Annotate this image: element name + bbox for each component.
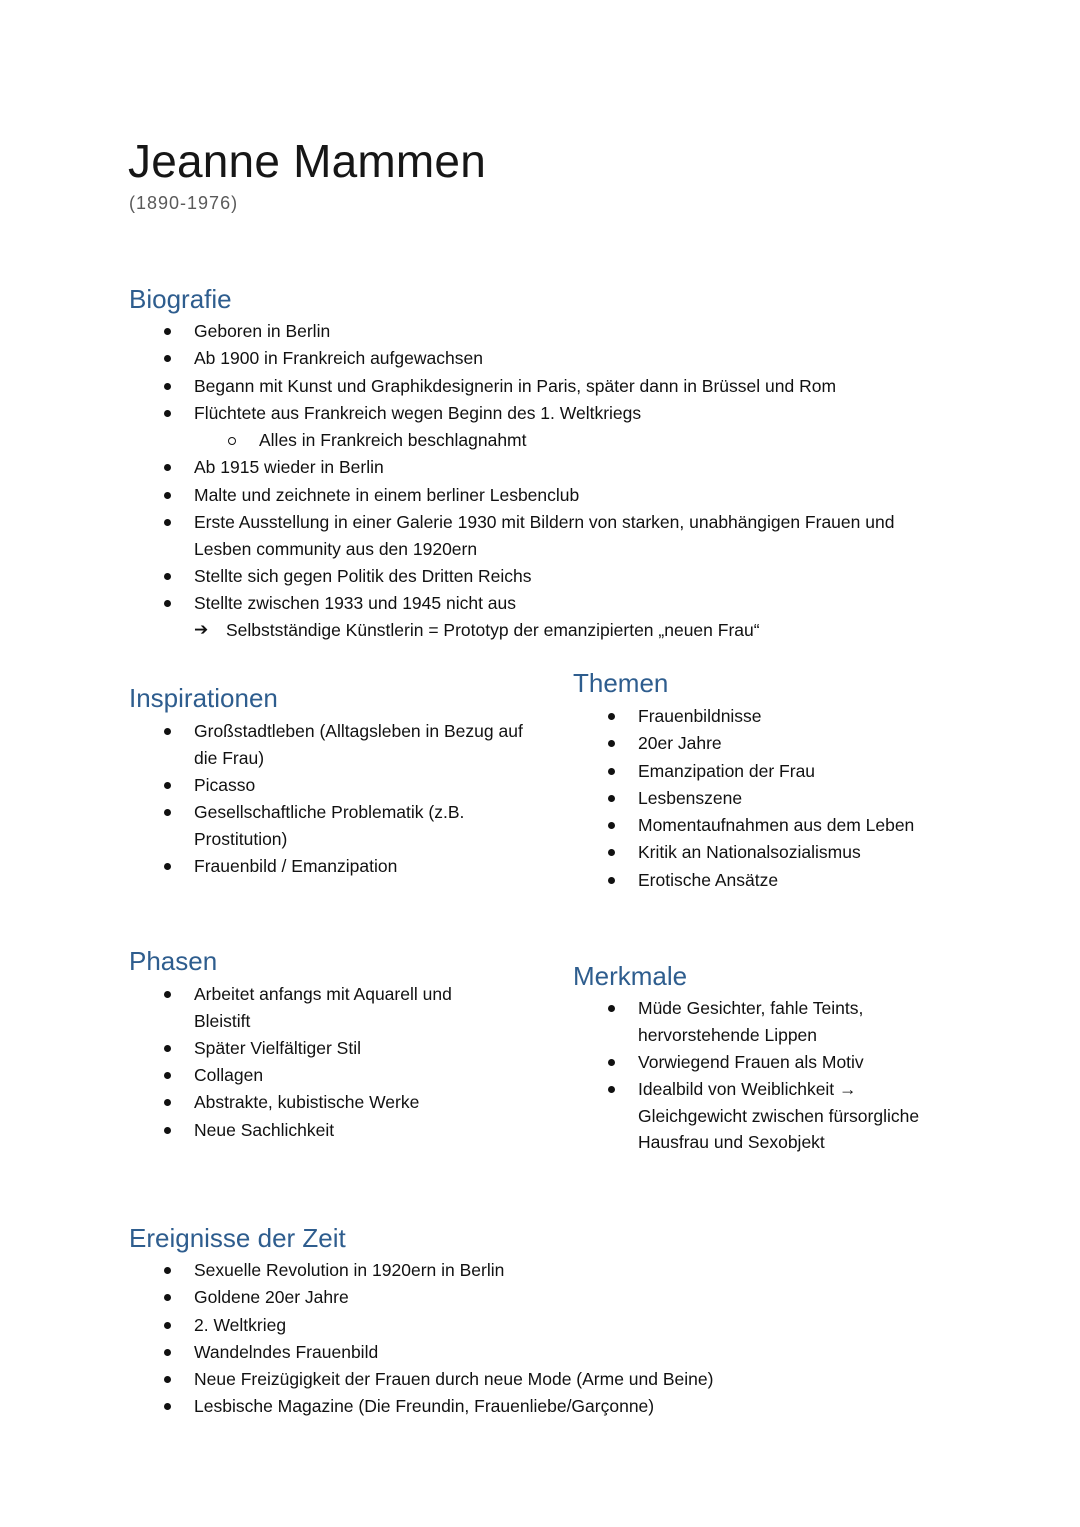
- list-item: Abstrakte, kubistische Werke: [129, 1089, 509, 1116]
- list-merkmale: [573, 995, 953, 1156]
- page-title: Jeanne Mammen: [128, 135, 486, 187]
- conclusion-item: [129, 617, 949, 644]
- heading-merkmale: Merkmale: [573, 961, 688, 991]
- list-item: Picasso: [129, 772, 529, 799]
- arrow-right-icon: ➔: [194, 620, 209, 640]
- list-item: Goldene 20er Jahre: [129, 1284, 949, 1311]
- list-item: Malte und zeichnete in einem berliner Lesbenclub: [129, 482, 949, 509]
- list-item: Später Vielfältiger Stil: [129, 1035, 509, 1062]
- heading-inspirationen: Inspirationen: [129, 683, 278, 713]
- list-ereignisse: [129, 1257, 949, 1421]
- list-item: Ab 1915 wieder in Berlin: [129, 454, 949, 481]
- list-item: Neue Freizügigkeit der Frauen durch neue Mode (Arme und Beine): [129, 1366, 949, 1393]
- list-item: Vorwiegend Frauen als Motiv: [573, 1049, 953, 1076]
- list-item: Frauenbild / Emanzipation: [129, 853, 529, 880]
- list-item: Geboren in Berlin: [129, 318, 949, 345]
- list-item: Stellte sich gegen Politik des Dritten Reichs: [129, 563, 949, 590]
- list-item: Flüchtete aus Frankreich wegen Beginn des 1. Weltkriegs: [129, 400, 949, 427]
- list-item: Collagen: [129, 1062, 509, 1089]
- list-item: Lesbenszene: [573, 785, 993, 812]
- list-item: Sexuelle Revolution in 1920ern in Berlin: [129, 1257, 949, 1284]
- sub-list-item: Alles in Frankreich beschlagnahmt: [129, 427, 949, 454]
- list-item: Kritik an Nationalsozialismus: [573, 839, 993, 866]
- heading-phasen: Phasen: [129, 946, 218, 976]
- heading-themen: Themen: [573, 668, 669, 698]
- list-item: Arbeitet anfangs mit Aquarell und Bleistift: [129, 981, 509, 1034]
- list-item: Großstadtleben (Alltagsleben in Bezug auf die Frau): [129, 718, 529, 771]
- heading-biografie: Biografie: [129, 284, 232, 314]
- heading-ereignisse: Ereignisse der Zeit: [129, 1223, 346, 1253]
- list-item: Erste Ausstellung in einer Galerie 1930 mit Bildern von starken, unabhängigen Frauen und Lesben community aus den 1920ern: [129, 509, 949, 562]
- list-item: Emanzipation der Frau: [573, 758, 993, 785]
- list-item: Frauenbildnisse: [573, 703, 993, 730]
- list-item: Neue Sachlichkeit: [129, 1117, 509, 1144]
- list-item: 2. Weltkrieg: [129, 1312, 949, 1339]
- list-item: Ab 1900 in Frankreich aufgewachsen: [129, 345, 949, 372]
- list-item: Idealbild von Weiblichkeit → Gleichgewicht zwischen fürsorgliche Hausfrau und Sexobjekt: [573, 1076, 953, 1156]
- conclusion-text: Selbstständige Künstlerin = Prototyp der emanzipierten „neuen Frau“: [226, 620, 760, 641]
- list-biografie: [129, 318, 949, 645]
- list-item: Lesbische Magazine (Die Freundin, Frauenliebe/Garçonne): [129, 1393, 949, 1420]
- list-item: Gesellschaftliche Problematik (z.B. Prostitution): [129, 799, 529, 852]
- list-item: Müde Gesichter, fahle Teints, hervorstehende Lippen: [573, 995, 953, 1048]
- list-item: Stellte zwischen 1933 und 1945 nicht aus: [129, 590, 949, 617]
- list-item: Begann mit Kunst und Graphikdesignerin in Paris, später dann in Brüssel und Rom: [129, 373, 949, 400]
- list-phasen: [129, 981, 509, 1144]
- life-years: (1890-1976): [129, 193, 239, 213]
- list-item: 20er Jahre: [573, 730, 993, 757]
- list-item: Momentaufnahmen aus dem Leben: [573, 812, 993, 839]
- list-item: Wandelndes Frauenbild: [129, 1339, 949, 1366]
- list-inspirationen: [129, 718, 529, 880]
- list-themen: [573, 703, 993, 894]
- list-item: Erotische Ansätze: [573, 867, 993, 894]
